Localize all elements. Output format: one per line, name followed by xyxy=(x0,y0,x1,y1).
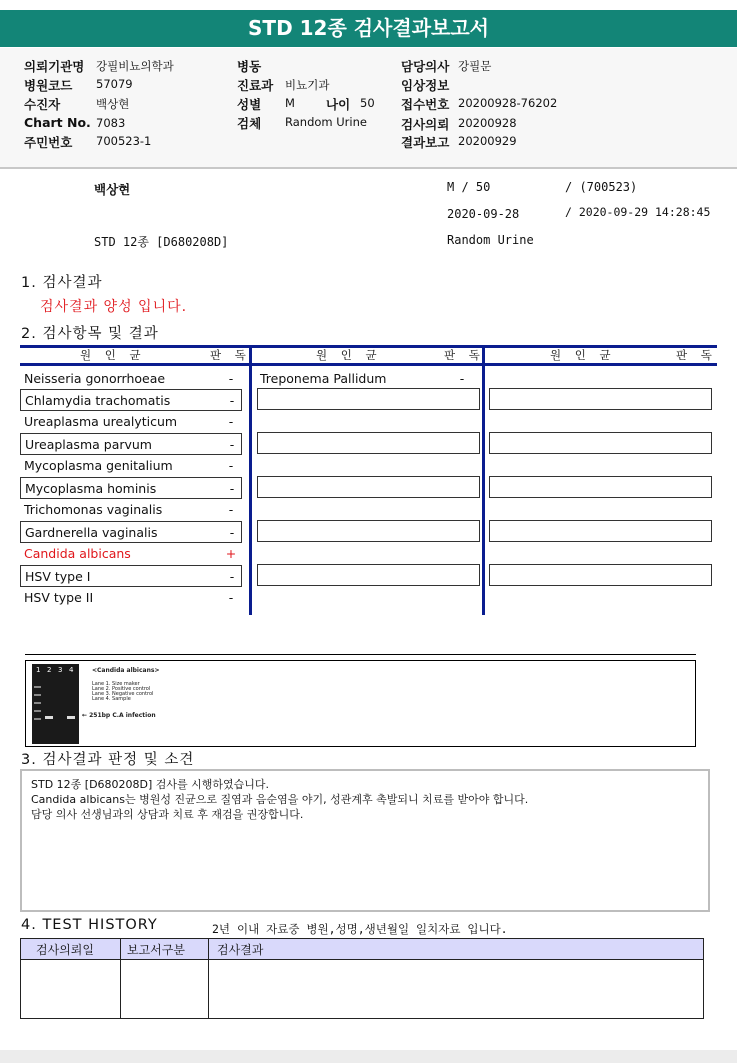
history-col-divider xyxy=(208,939,209,1018)
clinical-info-label: 임상정보 xyxy=(401,78,450,93)
ladder-band xyxy=(34,686,41,688)
opinion-line: 담당 의사 선생님과의 상담과 치료 후 재검을 권장합니다. xyxy=(31,808,304,821)
gel-title: <Candida albicans> xyxy=(92,667,160,674)
hospital-name-value: 강필비뇨의학과 xyxy=(96,59,174,73)
result-row xyxy=(20,587,242,609)
pathogen-name: HSV type II xyxy=(24,590,94,605)
rrn-value: 700523-1 xyxy=(96,134,152,148)
lane-label: 2 xyxy=(47,666,52,674)
result-row xyxy=(20,455,242,477)
result-row xyxy=(20,389,242,411)
positive-control-band xyxy=(45,716,53,719)
pathogen-name: Ureaplasma urealyticum xyxy=(24,414,178,429)
ladder-band xyxy=(34,694,41,696)
opinion-line: Candida albicans는 병원성 진균으로 질염과 음순염을 야기, 성관계후 촉발되니 치료를 받아야 합니다. xyxy=(31,793,529,806)
page-footer-bar xyxy=(0,1050,737,1063)
pathogen-result: - xyxy=(228,371,234,386)
table-header-rule xyxy=(20,363,717,366)
empty-cell xyxy=(257,476,480,498)
col2-result-header: 판 독 xyxy=(444,348,485,362)
section2-title: 2. 검사항목 및 결과 xyxy=(21,326,159,342)
result-summary: 검사결과 양성 입니다. xyxy=(40,299,188,315)
pathogen-result: - xyxy=(228,590,234,605)
chart-no-label: Chart No. xyxy=(24,115,91,130)
col1-pathogen-header: 원 인 균 xyxy=(80,348,146,362)
result-row-positive xyxy=(20,543,242,565)
result-row xyxy=(20,411,242,433)
pathogen-name: Treponema Pallidum xyxy=(260,371,387,386)
specimen-label: 검체 xyxy=(237,116,262,131)
pathogen-name: Candida albicans xyxy=(24,546,131,561)
pathogen-result: - xyxy=(229,569,235,584)
gel-legend-line: Lane 1. Size maker xyxy=(92,681,140,687)
pathogen-result: - xyxy=(228,414,234,429)
patient-rrn: / (700523) xyxy=(565,180,638,194)
history-header-report-type: 보고서구분 xyxy=(127,943,185,957)
chart-no-value: 7083 xyxy=(96,116,126,130)
history-header-request-date: 검사의뢰일 xyxy=(36,943,94,957)
result-row xyxy=(20,433,242,455)
lane-label: 4 xyxy=(69,666,74,674)
pathogen-result: - xyxy=(228,458,234,473)
ladder-band xyxy=(34,702,41,704)
pathogen-name: Mycoplasma genitalium xyxy=(24,458,173,473)
col1-result-header: 판 독 xyxy=(210,348,251,362)
ladder-band xyxy=(34,718,41,720)
pathogen-result: - xyxy=(229,481,235,496)
gel-legend-line: Lane 2. Positive control xyxy=(92,686,151,692)
section3-title: 3. 검사결과 판정 및 소견 xyxy=(21,752,195,768)
patient-value: 백상현 xyxy=(96,97,130,111)
request-date-label: 검사의뢰 xyxy=(401,117,450,132)
department-value: 비뇨기과 xyxy=(285,78,330,92)
empty-cell xyxy=(489,520,712,542)
result-row xyxy=(20,368,242,390)
rrn-label: 주민번호 xyxy=(24,135,73,150)
result-row xyxy=(20,521,242,543)
opinion-line: STD 12종 [D680208D] 검사를 시행하였습니다. xyxy=(31,778,270,791)
col2-pathogen-header: 원 인 균 xyxy=(316,348,382,362)
result-row xyxy=(20,499,242,521)
pathogen-result: - xyxy=(228,502,234,517)
gel-arrow-label: ← 251bp C.A infection xyxy=(82,712,156,719)
pathogen-name: Gardnerella vaginalis xyxy=(25,525,158,540)
col3-pathogen-header: 원 인 균 xyxy=(550,348,616,362)
pathogen-name: HSV type I xyxy=(25,569,91,584)
result-row xyxy=(256,368,480,390)
pathogen-name: Chlamydia trachomatis xyxy=(25,393,171,408)
column-divider-2 xyxy=(482,345,485,615)
header-info-box xyxy=(0,48,737,169)
section4-title: 4. TEST HISTORY xyxy=(21,917,158,933)
history-header-result: 검사결과 xyxy=(217,943,264,957)
empty-cell xyxy=(489,476,712,498)
pathogen-result: - xyxy=(229,437,235,452)
gel-legend-line: Lane 4. Sample xyxy=(92,696,131,702)
hospital-name-label: 의뢰기관명 xyxy=(24,59,85,74)
empty-cell xyxy=(257,432,480,454)
hospital-code-value: 57079 xyxy=(96,77,133,91)
request-date-value: 20200928 xyxy=(458,116,517,130)
empty-cell xyxy=(489,388,712,410)
patient-test: STD 12종 [D680208D] xyxy=(94,235,229,249)
gel-image xyxy=(32,664,79,744)
history-table xyxy=(20,938,704,1019)
empty-cell xyxy=(257,388,480,410)
patient-request-date: 2020-09-28 xyxy=(447,207,520,221)
opinion-box xyxy=(20,769,710,912)
pathogen-result: + xyxy=(225,546,237,561)
report-date-label: 결과보고 xyxy=(401,135,450,150)
receipt-no-value: 20200928-76202 xyxy=(458,96,558,110)
doctor-value: 강필문 xyxy=(458,59,492,73)
patient-specimen: Random Urine xyxy=(447,233,534,247)
sample-band xyxy=(67,716,75,719)
history-col-divider xyxy=(120,939,121,1018)
empty-cell xyxy=(489,432,712,454)
pathogen-name: Mycoplasma hominis xyxy=(25,481,157,496)
gel-legend-line: Lane 3. Negative control xyxy=(92,691,154,697)
patient-name: 백상현 xyxy=(94,182,131,197)
pathogen-result: - xyxy=(459,371,465,386)
empty-cell xyxy=(489,564,712,586)
doctor-label: 담당의사 xyxy=(401,59,450,74)
results-table xyxy=(20,345,717,615)
result-row xyxy=(20,565,242,587)
lane-label: 1 xyxy=(36,666,41,674)
patient-sex-age: M / 50 xyxy=(447,180,491,194)
column-divider-1 xyxy=(249,345,252,615)
pathogen-name: Ureaplasma parvum xyxy=(25,437,152,452)
age-label: 나이 xyxy=(326,97,351,112)
department-label: 진료과 xyxy=(237,78,274,93)
result-row xyxy=(20,477,242,499)
pathogen-name: Neisseria gonorrhoeae xyxy=(24,371,166,386)
patient-label: 수진자 xyxy=(24,97,61,112)
age-value: 50 xyxy=(360,96,375,110)
col3-result-header: 판 독 xyxy=(676,348,717,362)
pathogen-result: - xyxy=(229,525,235,540)
empty-cell xyxy=(257,520,480,542)
lane-label: 3 xyxy=(58,666,63,674)
history-note: 2년 이내 자료중 병원,성명,생년월일 일치자료 입니다. xyxy=(212,922,508,936)
ward-label: 병동 xyxy=(237,59,262,74)
ladder-band xyxy=(34,710,41,712)
report-date-value: 20200929 xyxy=(458,134,517,148)
pathogen-result: - xyxy=(229,393,235,408)
report-title: STD 12종 검사결과보고서 xyxy=(0,10,737,47)
hospital-code-label: 병원코드 xyxy=(24,78,73,93)
sex-value: M xyxy=(285,96,295,110)
pathogen-name: Trichomonas vaginalis xyxy=(24,502,163,517)
gel-image-panel xyxy=(25,660,696,747)
gel-separator xyxy=(25,654,696,655)
sex-label: 성별 xyxy=(237,97,262,112)
patient-report-datetime: / 2020-09-29 14:28:45 xyxy=(565,205,711,219)
history-header-row xyxy=(21,939,703,960)
empty-cell xyxy=(257,564,480,586)
section1-title: 1. 검사결과 xyxy=(21,275,103,291)
receipt-no-label: 접수번호 xyxy=(401,97,450,112)
specimen-value: Random Urine xyxy=(285,115,367,129)
